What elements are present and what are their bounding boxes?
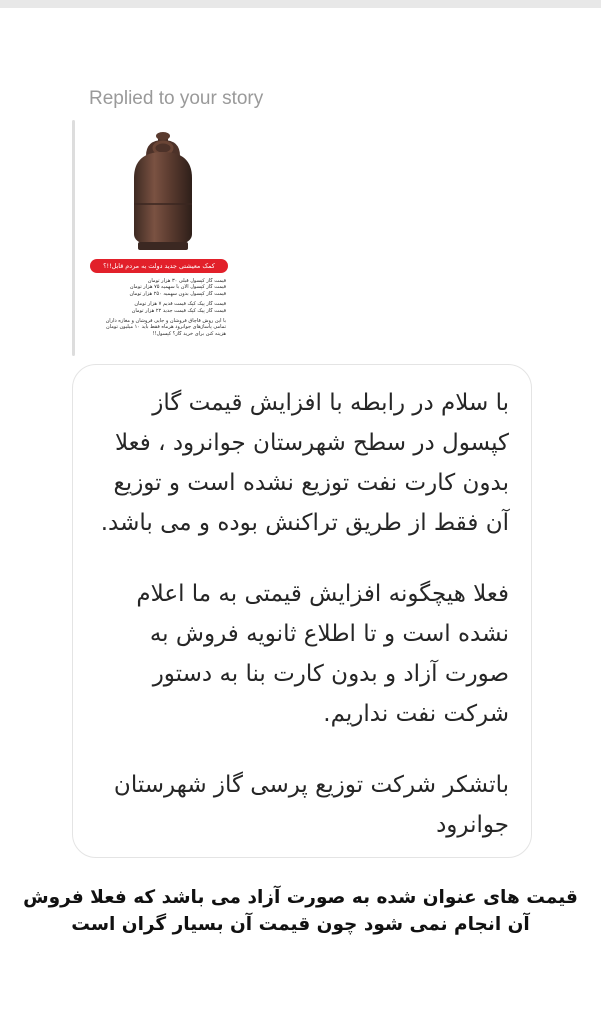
story-line: قیمت گاز پیک کپک قیمت جدید ۲۲ هزار تومان xyxy=(131,307,226,314)
replied-to-story-label: Replied to your story xyxy=(89,88,264,109)
message-paragraph: باتشکر شرکت توزیع پرسی گاز شهرستان جوانرود xyxy=(113,772,509,838)
message-paragraph: با سلام در رابطه با افزایش قیمت گاز کپسول در سطح شهرستان جوانرود ، فعلا بدون کارت نفت توزیع نشده است و توزیع آن فقط از طریق تراکنش بوده و می باشد. xyxy=(100,390,509,536)
story-reply-indicator-bar xyxy=(72,120,75,356)
story-line: قیمت گاز کپسول قبلی ۳۰ هزار تومان xyxy=(147,278,226,284)
story-headline: کمک معیشتی جدید دولت به مردم قابل!!؟ xyxy=(90,259,228,273)
gas-cylinder-image xyxy=(86,118,232,254)
story-line: قیمت گاز پیک کپک قیمت قدیم ۷ هزار تومان xyxy=(134,301,226,308)
status-bar-strip xyxy=(0,0,601,8)
story-line: با این روش قاچاق فروشان و جایی فروشان و مغازه داران xyxy=(105,318,226,325)
message-paragraph: فعلا هیچگونه افزایش قیمتی به ما اعلام نشده است و تا اطلاع ثانویه فروش به صورت آزاد و بدون کارت بنا به دستور شرکت نفت نداریم. xyxy=(136,581,509,727)
story-thumbnail[interactable] xyxy=(86,118,232,356)
story-line: هزینه کنن برای خرید گاز؟ کپسول!! xyxy=(152,330,226,337)
story-line: تمامی پاساژهای جوانرود هرماه فقط باید ۱۰ میلیون تومان xyxy=(106,324,226,331)
story-line: قیمت گاز کپسول بدون سهمیه ۲۵۰ هزار تومان xyxy=(129,290,226,297)
message-bubble[interactable] xyxy=(72,364,532,858)
overlay-caption: قیمت های عنوان شده به صورت آزاد می باشد که فعلا فروش آن انجام نمی شود چون قیمت آن بسیار گران است xyxy=(23,887,578,935)
story-text-lines xyxy=(92,278,226,337)
story-line: قیمت گاز کپسول الان با سهمیه ۷۵ هزار تومان xyxy=(129,284,226,291)
